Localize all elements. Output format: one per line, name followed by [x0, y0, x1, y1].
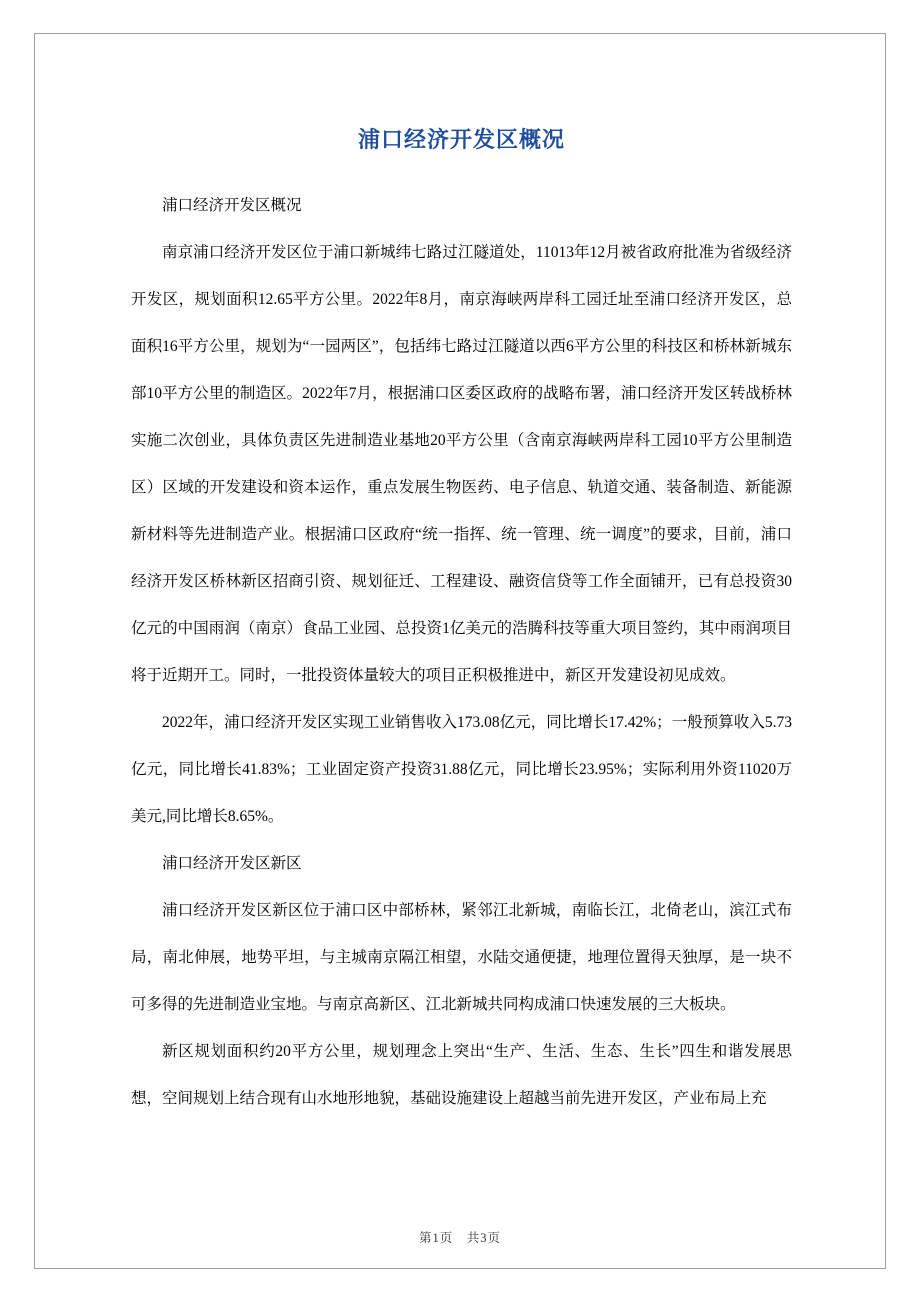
- paragraph-subtitle: 浦口经济开发区概况: [162, 197, 302, 214]
- paragraph-newdistrict-planning: 新区规划面积约20平方公里，规划理念上突出“生产、生活、生态、生长”四生和谐发展思想，空间规划上结合现有山水地形地貌，基础设施建设上超越当前先进开发区，产业布局上充: [131, 1043, 792, 1107]
- paragraph-statistics: 2022年，浦口经济开发区实现工业销售收入173.08亿元，同比增长17.42%；一般预算收入5.73亿元，同比增长41.83%；工业固定资产投资31.88亿元，同比增长23.95%；实际利用外资11020万美元,同比增长8.65%。: [131, 714, 792, 825]
- paragraph-overview: 南京浦口经济开发区位于浦口新城纬七路过江隧道处，11013年12月被省政府批准为省级经济开发区，规划面积12.65平方公里。2022年8月，南京海峡两岸科工园迁址至浦口经济开发区，总面积16平方公里，规划为“一园两区”，包括纬七路过江隧道以西6平方公里的科技区和桥林新城东部10平方公里的制造区。2022年7月，根据浦口区委区政府的战略布署，浦口经济开发区转战桥林实施二次创业，具体负责区先进制造业基地20平方公里（含南京海峡两岸科工园10平方公里制造区）区域的开发建设和资本运作，重点发展生物医药、电子信息、轨道交通、装备制造、新能源新材料等先进制造产业。根据浦口区政府“统一指挥、统一管理、统一调度”的要求，目前，浦口经济开发区桥林新区招商引资、规划征迁、工程建设、融资信贷等工作全面铺开，已有总投资30亿元的中国雨润（南京）食品工业园、总投资1亿美元的浩腾科技等重大项目签约，其中雨润项目将于近期开工。同时，一批投资体量较大的项目正积极推进中，新区开发建设初见成效。: [131, 244, 792, 684]
- paragraph-newdistrict-heading: 浦口经济开发区新区: [162, 855, 302, 872]
- document-content: [131, 126, 792, 1122]
- paragraph-newdistrict-location: 浦口经济开发区新区位于浦口区中部桥林，紧邻江北新城，南临长江，北倚老山，滨江式布局，南北伸展，地势平坦，与主城南京隔江相望，水陆交通便捷，地理位置得天独厚，是一块不可多得的先进制造业宝地。与南京高新区、江北新城共同构成浦口快速发展的三大板块。: [131, 902, 792, 1013]
- page-number-footer: 第1页 共3页: [418, 1231, 501, 1245]
- document-title: 浦口经济开发区概况: [357, 127, 565, 152]
